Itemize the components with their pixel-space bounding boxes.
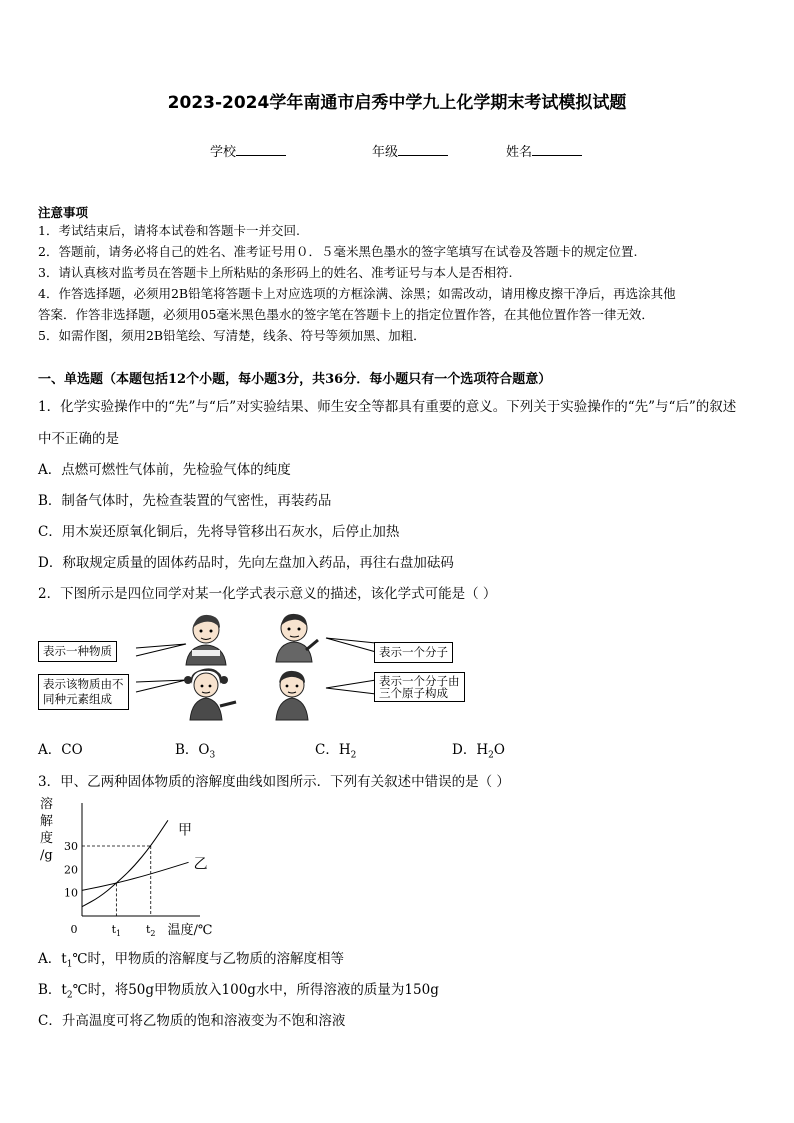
subscript: 2 [350,750,357,761]
notice-item: 5．如需作图，须用2B铅笔绘、写清楚，线条、符号等须加黑、加粗． [38,328,426,343]
school-blank[interactable] [236,143,286,156]
option-text: ℃时，将50g甲物质放入100g水中，所得溶液的质量为150g [72,982,439,998]
name-label: 姓名 [506,145,533,160]
school-field[interactable] [210,141,286,160]
bubble-text: 三个原子构成 [379,686,448,700]
q2-figure [36,610,476,728]
y-tick-label: 10 [64,886,78,900]
notice-item: 答案．作答非选择题，必须用05毫米黑色墨水的签字笔在答题卡上的指定位置作答，在其他位置作答一律无效． [38,307,654,322]
bubble-text: 表示一种物质 [43,644,112,658]
y-tick-label: 20 [64,863,78,877]
q2-figure-art [36,610,476,728]
y-tick-label: 30 [64,840,78,853]
y-axis-label: 解 [40,814,54,829]
q2-option-b[interactable] [175,738,215,761]
option-text: C．H [315,742,351,758]
q2-option-d[interactable] [452,738,505,761]
bubble-text: 表示一个分子 [379,645,448,659]
bubble-text: 同种元素组成 [43,692,112,706]
q1-option-d[interactable]: D．称取规定质量的固体药品时，先向左盘加入药品，再往右盘加砝码 [38,555,454,571]
student-icon [186,615,226,665]
page-title: 2023-2024学年南通市启秀中学九上化学期末考试模拟试题 [167,93,627,113]
q1-stem-cont: 中不正确的是 [38,431,119,447]
q2-option-a[interactable]: A．CO [38,742,83,758]
subscript: 2 [488,750,494,761]
notice-item: 3．请认真核对监考员在答题卡上所粘贴的条形码上的姓名、准考证号与本人是否相符. [38,265,513,280]
grade-blank[interactable] [398,143,448,156]
name-field[interactable] [506,141,582,160]
subscript: 1 [66,959,73,970]
notice-heading: 注意事项 [38,205,89,220]
x-tick-label: $t_1$ [111,923,122,938]
speech-bubble-1 [38,641,117,662]
bubble-tail [136,644,186,656]
bubble-text: 表示该物质由不 [43,677,124,691]
series-label: 甲 [177,822,192,839]
q2-option-c[interactable] [315,738,356,761]
bubble-tail [326,638,376,652]
speech-bubble-2 [374,642,453,663]
q1-option-c[interactable]: C．用木炭还原氧化铜后，先将导管移出石灰水，后停止加热 [38,524,400,540]
solubility-chart [36,796,213,941]
option-text: A．t [38,951,67,967]
q3-option-a[interactable] [38,947,344,970]
q3-option-c[interactable]: C．升高温度可将乙物质的饱和溶液变为不饱和溶液 [38,1013,346,1029]
option-text: O [493,742,505,758]
series-line-2 [82,862,189,890]
series-line-1 [82,820,168,906]
x-axis-label: 温度/℃ [167,923,213,938]
notice-item: 4．作答选择题，必须用2B铅笔将答题卡上对应选项的方框涂满、涂黑；如需改动，请用橡皮擦干净后，再选涂其他 [38,286,676,301]
q3-option-b[interactable] [38,978,439,1001]
subscript: 2 [66,990,73,1001]
option-text: ℃时，甲物质的溶解度与乙物质的溶解度相等 [72,951,345,967]
grade-label: 年级 [372,145,399,160]
section-heading: 一、单选题（本题包括12个小题，每小题3分，共36分．每小题只有一个选项符合题意） [38,372,552,387]
bubble-tail [136,680,186,692]
bubble-text: 表示一个分子由 [379,674,460,688]
subscript: 3 [209,750,216,761]
student-icon [276,614,318,662]
grade-field[interactable] [372,141,448,160]
option-text: B．t [38,982,67,998]
y-axis-label: 溶 [40,797,54,812]
notice-item: 2．答题前，请务必将自己的姓名、准考证号用０．５毫米黑色墨水的签字笔填写在试卷及答题卡的规定位置. [38,244,638,259]
speech-bubble-4 [374,672,465,702]
option-text: D．H [452,742,489,758]
q2-stem: 2．下图所示是四位同学对某一化学式表示意义的描述，该化学式可能是（ ） [38,586,497,602]
q1-stem: 1．化学实验操作中的“先”与“后”对实验结果、师生安全等都具有重要的意义。下列关于实验操作的“先”与“后”的叙述 [38,399,737,415]
school-label: 学校 [210,145,237,160]
q3-stem: 3．甲、乙两种固体物质的溶解度曲线如图所示．下列有关叙述中错误的是（ ） [38,774,510,790]
y-axis-label: /g [40,848,53,863]
bubble-tail [326,680,376,694]
student-icon [184,668,236,720]
name-blank[interactable] [532,143,582,156]
option-text: B．O [175,742,210,758]
y-axis-label: 度 [40,831,54,846]
series-label: 乙 [193,856,208,873]
speech-bubble-3 [38,674,129,710]
x-tick-label: $t_2$ [145,923,156,938]
notice-item: 1．考试结束后，请将本试卷和答题卡一并交回. [38,223,300,238]
student-icon [276,671,308,720]
q1-option-b[interactable]: B．制备气体时，先检查装置的气密性，再装药品 [38,493,332,509]
q1-option-a[interactable]: A．点燃可燃性气体前，先检验气体的纯度 [38,462,291,478]
x-tick-label: 0 [70,923,78,936]
